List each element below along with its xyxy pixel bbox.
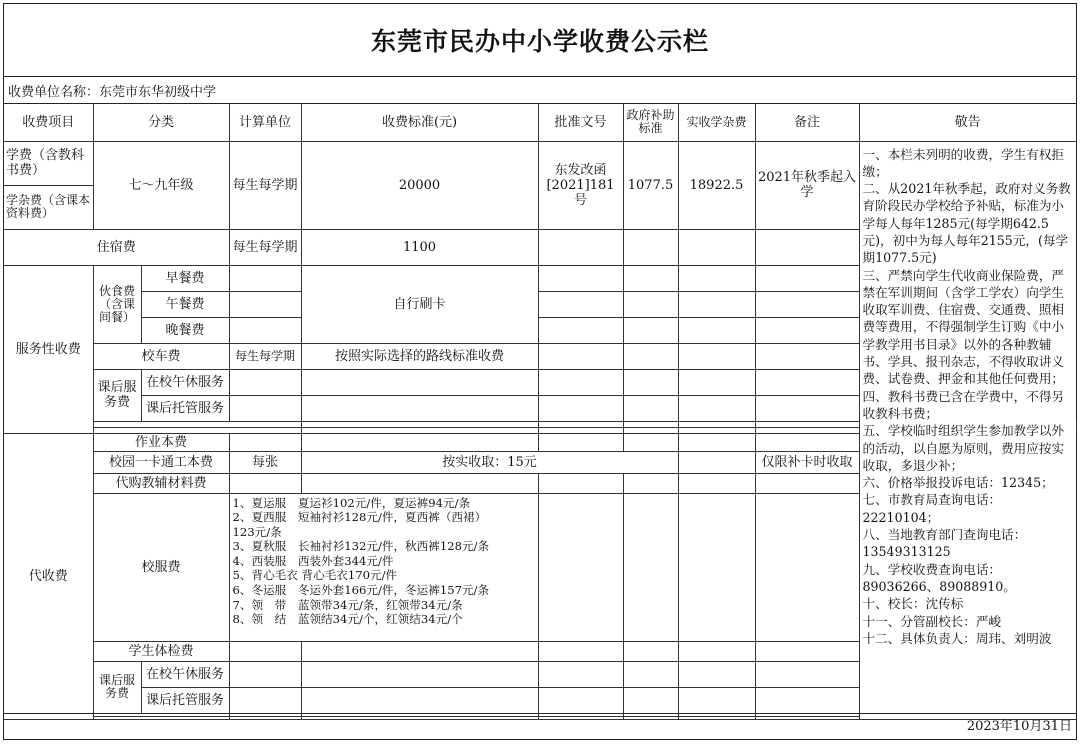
uniform-line: 8、领 结 蓝领结34元/个，红领结34元/个	[232, 612, 463, 627]
physical-label: 学生体检费	[93, 641, 229, 661]
meal-standard: 自行刷卡	[301, 265, 538, 343]
notice-line: 七、市教育局查询电话：22210104；	[862, 492, 1002, 525]
tuition-standard: 20000	[301, 141, 538, 229]
notice-line: 六、价格举报投诉电话：12345；	[862, 475, 1054, 491]
notice-line: 八、当地教育部门查询电话：13549313125	[862, 527, 1027, 560]
tuition-grade: 七～九年级	[93, 141, 229, 229]
header-item: 收费项目	[4, 104, 93, 141]
uniform-line: 2、夏西服 短袖衬衫128元/件，夏西裤（西裙）	[232, 510, 487, 525]
uniform-line: 5、背心毛衣 背心毛衣170元/件	[232, 568, 398, 583]
uniform-line: 4、西装服 西装外套344元/件	[232, 553, 394, 568]
uniform-price-list	[229, 493, 538, 641]
tuition-approval: 东发改函[2021]181号	[538, 141, 623, 229]
notice-line: 三、严禁向学生代收商业保险费，严禁在军训期间（含学工学农）向学生收取军训费、住宿费、交通费、照相费等费用，不得强制学生订购《中小学教学用书目录》以外的各种教辅书、学具、报刊杂志，不得收取讲义费、试卷费、押金和其他任何费用；	[862, 267, 1065, 387]
collect-label: 代收费	[4, 433, 93, 719]
notice-date: 2023年10月31日	[4, 713, 1076, 739]
notice-line: 一、本栏未列明的收费，学生有权拒缴；	[862, 146, 1065, 179]
tuition-subsidy: 1077.5	[623, 141, 678, 229]
header-standard: 收费标准(元)	[301, 104, 538, 141]
page-title: 东莞市民办中小学收费公示栏	[4, 4, 1076, 77]
after-service-label-2: 课后服务费	[93, 661, 141, 713]
meal-group-label: 伙食费（含课间餐）	[93, 265, 141, 343]
boarding-unit: 每生每学期	[229, 229, 301, 265]
uniform-line: 123元/条	[232, 524, 282, 539]
service-label: 服务性收费	[4, 265, 93, 433]
tuition-label: 学费（含教科书费）	[4, 141, 93, 185]
tuition-actual: 18922.5	[678, 141, 755, 229]
noon-service-label-2: 在校午休服务	[141, 661, 229, 687]
card-label: 校园一卡通工本费	[93, 451, 229, 473]
notice-line: 十、校长：沈传标	[862, 596, 964, 612]
notice-line: 二、从2021年秋季起，政府对义务教育阶段民办学校给予补贴，标准为小学每人每年1285元(每学期642.5元)，初中为每人每年2155元，(每学期1077.5元)	[862, 181, 1071, 266]
header-actual: 实收学杂费	[678, 104, 755, 141]
bus-standard: 按照实际选择的路线标准收费	[301, 343, 538, 369]
header-category: 分类	[93, 104, 229, 141]
boarding-standard: 1100	[301, 229, 538, 265]
homework-label: 作业本费	[93, 433, 229, 451]
notice-line: 九、学校收费查询电话：89036266、89088910。	[862, 561, 1016, 594]
uniform-line: 6、冬运服 冬运外套166元/件，冬运裤157元/条	[232, 583, 490, 598]
header-subsidy: 政府补助标准	[623, 104, 678, 141]
notice-line: 四、教科书费已含在学费中，不得另收教科书费；	[862, 388, 1065, 421]
school-name-line: 收费单位名称：东莞市东华初级中学	[4, 77, 1076, 104]
uniform-label: 校服费	[93, 493, 229, 641]
header-remark: 备注	[755, 104, 859, 141]
uniform-line: 7、领 带 蓝领带34元/条，红领带34元/条	[232, 597, 463, 612]
after-service-label: 课后服务费	[93, 369, 141, 421]
dinner-label: 晚餐费	[141, 317, 229, 343]
fees-label: 学杂费（含课本资料费）	[4, 185, 93, 229]
notice-line: 五、学校临时组织学生参加教学以外的活动，以自愿为原则，费用应按实收取，多退少补；	[862, 423, 1065, 473]
tuition-unit: 每生每学期	[229, 141, 301, 229]
notice-panel	[859, 141, 1076, 719]
card-standard: 按实收取：15元	[301, 451, 678, 473]
tuition-remark: 2021年秋季起入学	[755, 141, 859, 229]
bus-unit: 每生每学期	[229, 343, 301, 369]
header-notice: 敬告	[859, 104, 1076, 141]
card-unit: 每张	[229, 451, 301, 473]
card-remark: 仅限补卡时收取	[755, 451, 859, 473]
fee-notice-sheet	[3, 3, 1077, 740]
header-unit: 计算单位	[229, 104, 301, 141]
care-service-label: 课后托管服务	[141, 395, 229, 421]
breakfast-label: 早餐费	[141, 265, 229, 291]
care-service-label-2: 课后托管服务	[141, 687, 229, 713]
lunch-label: 午餐费	[141, 291, 229, 317]
uniform-line: 1、夏运服 夏运衫102元/件，夏运裤94元/条	[232, 495, 471, 510]
uniform-line: 3、夏秋服 长袖衬衫132元/件，秋西裤128元/条	[232, 539, 490, 554]
boarding-label: 住宿费	[4, 229, 229, 265]
notice-line: 十一、分管副校长：严峻	[862, 613, 1002, 629]
fee-table	[4, 104, 1077, 720]
notice-line: 十二、具体负责人：周玮、刘明波	[862, 630, 1052, 646]
materials-label: 代购教辅材料费	[93, 473, 229, 493]
noon-service-label: 在校午休服务	[141, 369, 229, 395]
header-approval: 批准文号	[538, 104, 623, 141]
bus-label: 校车费	[93, 343, 229, 369]
